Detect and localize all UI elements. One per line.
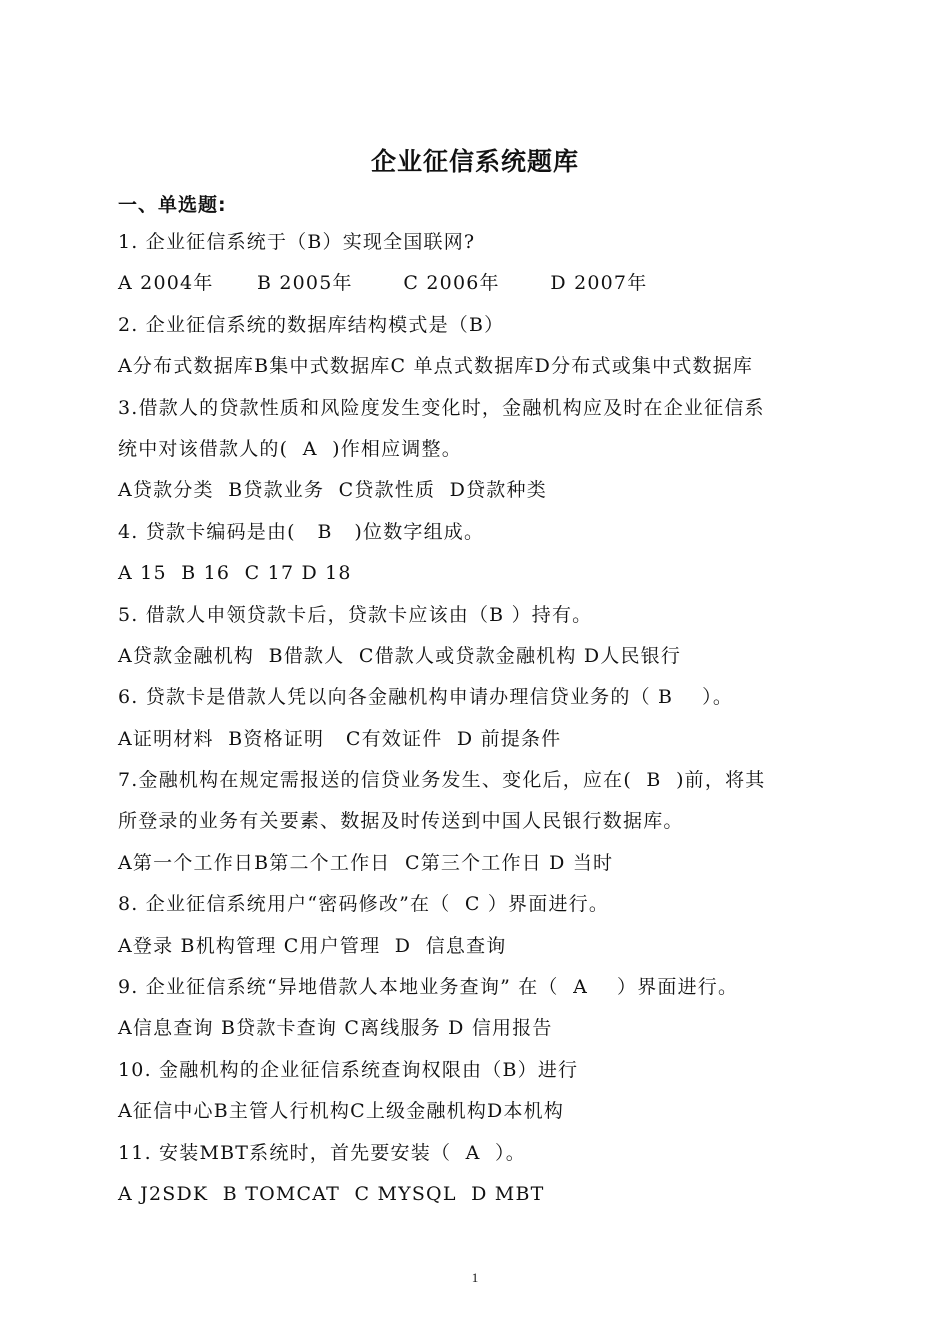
text-line: A贷款金融机构 B借款人 C借款人或贷款金融机构 D人民银行 <box>118 644 682 667</box>
text-line: 所登录的业务有关要素、数据及时传送到中国人民银行数据库。 <box>118 810 684 833</box>
text-line: 统中对该借款人的( A )作相应调整。 <box>118 437 462 460</box>
text-line: 10. 金融机构的企业征信系统查询权限由（B）进行 <box>118 1058 579 1081</box>
question-list <box>118 222 838 1215</box>
text-line: A登录 B机构管理 C用户管理 D 信息查询 <box>118 934 507 957</box>
text-line: A 15 B 16 C 17 D 18 <box>118 562 352 585</box>
text-line: 11. 安装MBT系统时，首先要安装（ A ）。 <box>118 1141 526 1164</box>
text-line: 3.借款人的贷款性质和风险度发生变化时，金融机构应及时在企业征信系 <box>118 396 765 419</box>
text-line: 1. 企业征信系统于（B）实现全国联网? <box>118 231 476 253</box>
text-line: 8. 企业征信系统用户“密码修改”在（ C ）界面进行。 <box>118 893 610 916</box>
text-line: A第一个工作日B第二个工作日 C第三个工作日 D 当时 <box>118 851 614 874</box>
section-heading: 一、单选题: <box>118 194 227 216</box>
text-line: A分布式数据库B集中式数据库C 单点式数据库D分布式或集中式数据库 <box>118 355 754 378</box>
text-line: 9. 企业征信系统“异地借款人本地业务查询” 在（ A ）界面进行。 <box>118 976 739 999</box>
page-number: 1 <box>471 1270 479 1285</box>
text-line: 7.金融机构在规定需报送的信贷业务发生、变化后，应在( B )前，将其 <box>118 769 766 792</box>
text-line: 6. 贷款卡是借款人凭以向各金融机构申请办理信贷业务的（ B ）。 <box>118 686 734 709</box>
text-line: A J2SDK B TOMCAT C MYSQL D MBT <box>118 1182 545 1205</box>
text-line: 4. 贷款卡编码是由( B )位数字组成。 <box>118 520 485 543</box>
document-title: 企业征信系统题库 <box>370 147 579 176</box>
text-line: A贷款分类 B贷款业务 C贷款性质 D贷款种类 <box>118 479 547 502</box>
text-line: A信息查询 B贷款卡查询 C离线服务 D 信用报告 <box>118 1017 553 1040</box>
text-line: A证明材料 B资格证明 C有效证件 D 前提条件 <box>118 727 562 750</box>
text-line: 5. 借款人申领贷款卡后，贷款卡应该由（B ）持有。 <box>118 603 593 626</box>
text-line: 2. 企业征信系统的数据库结构模式是（B） <box>118 313 505 336</box>
text-line: A征信中心B主管人行机构C上级金融机构D本机构 <box>118 1100 565 1123</box>
text-line: A 2004年 B 2005年 C 2006年 D 2007年 <box>118 272 648 295</box>
